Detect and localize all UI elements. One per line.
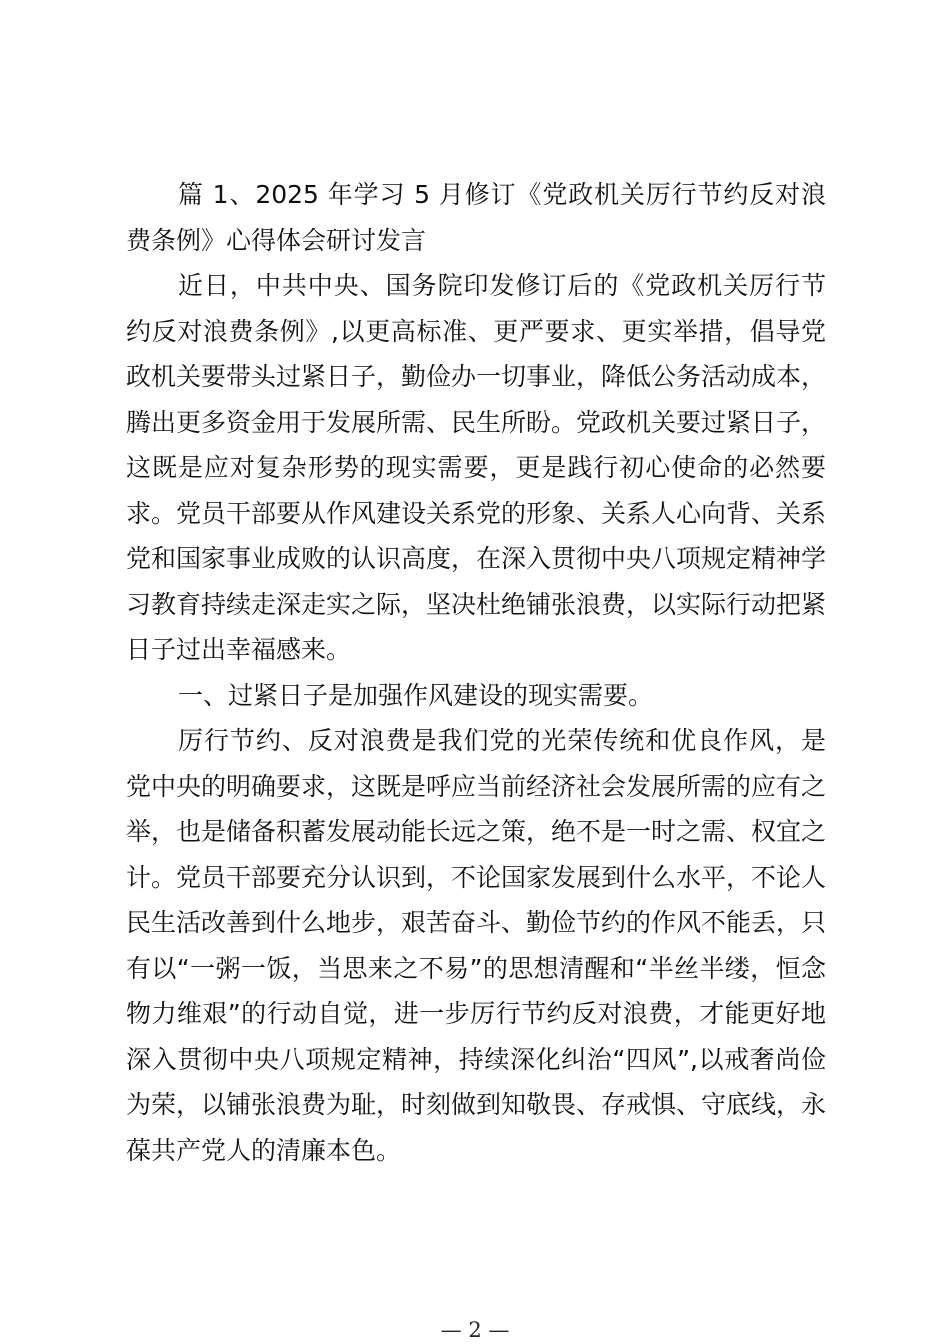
section-heading: 一、过紧日子是加强作风建设的现实需要。: [178, 680, 654, 710]
document-body: [126, 172, 826, 1173]
intro-paragraph: 近日，中共中央、国务院印发修订后的《党政机关厉行节约反对浪费条例》,以更高标准、更严要求、更实举措，倡导党政机关要带头过紧日子，勤俭办一切事业，降低公务活动成本，腾出更多资金用于发展所需、民生所盼。党政机关要过紧日子，这既是应对复杂形势的现实需要，更是践行初心使命的必然要求。党员干部要从作风建设关系党的形象、关系人心向背、关系党和国家事业成败的认识高度，在深入贯彻中央八项规定精神学习教育持续走深走实之际，坚决杜绝铺张浪费，以实际行动把紧日子过出幸福感来。: [126, 271, 827, 664]
title-paragraph: 篇 1、2025 年学习 5 月修订《党政机关厉行节约反对浪费条例》心得体会研讨发言: [126, 180, 826, 255]
body-paragraph: 厉行节约、反对浪费是我们党的光荣传统和优良作风，是党中央的明确要求，这既是呼应当前经济社会发展所需的应有之举，也是储备积蓄发展动能长远之策，绝不是一时之需、权宜之计。党员干部要充分认识到，不论国家发展到什么水平，不论人民生活改善到什么地步，艰苦奋斗、勤俭节约的作风不能丢，只有以“一粥一饭，当思来之不易”的思想清醒和“半丝半缕，恒念物力维艰”的行动自觉，进一步厉行节约反对浪费，才能更好地深入贯彻中央八项规定精神，持续深化纠治“四风”,以戒奢尚俭为荣，以铺张浪费为耻，时刻做到知敬畏、存戒惧、守底线，永葆共产党人的清廉本色。: [126, 726, 827, 1165]
page-number: — 2 —: [440, 1318, 510, 1342]
